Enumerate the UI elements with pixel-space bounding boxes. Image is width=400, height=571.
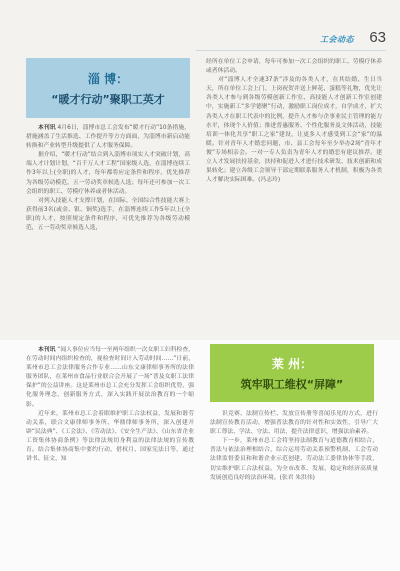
paragraph [206,58,382,76]
body-text: 对“淄博人才全速37条”涉及的各类人才，在其结婚、生日当天，所在单位工会上门、上岗祝贺并送上鲜花、蛋糕等礼物，优先让各类人才参与到各级劳模创新工作室、高技能人才创新工作室创建中，实施新工“多学德聚”行动，激励职工岗位成才，自学成才，扩大各类人才在职工代表中的比例，提升人才参与企事业民主管理的能力水平，体现个人价值；推进普惠服务、个性化服务及文体活动，技能培训一体化共享“职工之家”建设，让更多人才感受到工会“家”的温暖。针对青年人才婚恋问题，市、县工会每年至少举办2场“青年才俊”专场相亲会。一对一专人负责为青年人才的婚恋有建议推荐。建立人才发展扶持基金，扶持和促进人才进行技术研发、技术创新和成果转化；建立各级工会领导干部定期联系服务人才机制，积极为各类人才解决实际困难。(冯志玲) [206,77,382,184]
body-text: 对列入技能人才支撑计划，在国际、全国综合性技能大赛上获得前3名(或金、银、铜奖)选手，在淄博连续工作5年以上(全职)的人才，按照规定条件和程序，可优先推荐为各级劳动模范，五一劳动奖章候选人选， [26,197,190,232]
banner-title: “暖才行动”聚职工英才 [51,92,165,106]
laizhou-left-column [26,346,194,464]
body-text: 下一步，莱州市总工会将坚持法制教育与道德教育相结合，普法与依法治理相结合，综合运用劳动关系预警机制、工会劳动法律监督委员和和谐企业示范创建、劳动法工委律协体等手段，切实维护职工合法权益。为全市改革、发展、稳定和经济高质量发展创造良好的法治环境。(张君 朱洪伟) [210,438,378,481]
laizhou-right-column [210,410,378,483]
lead-text: 本刊讯 [38,125,56,131]
body-text: 识竞赛、法制宣传栏、发放宣传册等喜闻乐见的方式，进行法制宣传教育活动，增强普法教育的针对性和实效性，引导广大职工尊法、学法、守法、用法，提升法律意识，增强法治素养。 [210,411,378,436]
laizhou-banner [210,344,374,402]
laizhou-article [0,340,400,571]
body-text: 经所在单位工会申请，每年可参加一次工会组织的职工、劳模疗休养或者休活动。 [206,59,382,75]
body-text: “闻人事位应当每一至两年组织一次女职工妇科检查，在劳动时间内组织检查的，视检查时间计入劳动时间……”日前，莱州市总工会法律服务合作专业……山东文康律师事务所的法律服务团队，在莱州市食品行业联合会开展了一场“普及女职工法律保护”的公益讲座。这是莱州市总工会充分发挥工会组织优势，强化服务理念，创新服务方式，深入实践开展法治教育的一个缩影。 [26,347,194,408]
zibo-right-column [206,58,382,185]
paragraph [210,410,378,437]
paragraph [26,151,190,196]
paragraph [210,437,378,482]
body-text: 4月6日，淄博市总工会发布“暖才行动”10条措施，措施涵盖了生活推选、工作提升等方方面面，为淄博市新启动能转换和产业转型升级提供了人才服务保障。 [26,125,190,150]
page-number: 63 [369,29,386,46]
banner-title: 筑牢职工维权“屏障” [240,377,344,391]
section-label: 工会动态 [320,35,354,44]
zibo-article [26,58,382,340]
paragraph [26,410,194,465]
lead-text: 本刊讯 [38,347,56,353]
paragraph [26,197,190,233]
banner-location: 淄 博： [87,71,129,86]
header-divider [196,50,386,51]
body-text: 据介绍，“暖才行动”结合到入淄博市项实人才突破计划，高端人才计划计划，“百千万人才工程”国家级人选，在淄博连续工作3年以上(全职)的人才，每年都将应定条件和程序，优先推荐为各级劳动模范，五一劳动奖章候选人选；每年还可参加一次工会组织的职工、劳模疗休养或者休活动。 [26,152,190,195]
zibo-left-column [26,124,190,233]
paragraph [26,124,190,151]
banner-location: 莱 州： [271,356,313,371]
zibo-banner [26,58,190,118]
page-header [0,0,400,58]
body-text: 近年来，莱州市总工会着眼维护职工合法权益，发展和谐劳动关系，联合文康律师事务所、华鼎律师事务所，深入创建开辟“民法典”、《工会法》、《劳动法》、《安全生产法》、《山东省企业工资集体协商条例》等法律法规切身利益的法律法规的宣传教育。结合集体协商集中要约行动，借权月、国家宪法日等，通过讲书、征文、知 [26,410,194,463]
paragraph [206,76,382,185]
paragraph [26,346,194,410]
